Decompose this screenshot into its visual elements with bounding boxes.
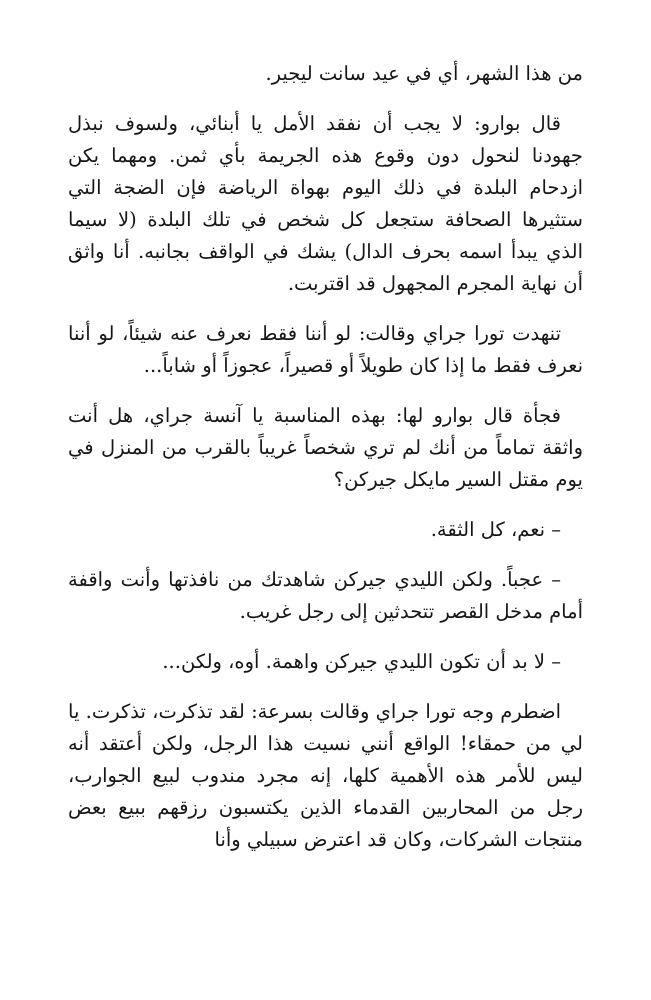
paragraph-6: – عجباً. ولكن الليدي جيركن شاهدتك من نافذتها وأنت واقفة أمام مدخل القصر تتحدثين إلى رجل غريب. <box>68 568 583 623</box>
paragraph-2: قال بوارو: لا يجب أن نفقد الأمل يا أبنائي، ولسوف نبذل جهودنا لنحول دون وقوع هذه الجريمة بأي ثمن. ومهما يكن ازدحام البلدة في ذلك اليوم بهواة الرياضة فإن الضجة التي ستثيرها الصحافة ستجعل كل شخص في تلك البلدة (لا سيما الذي يبدأ اسمه بحرف الدال) يشك في الواقف بجانبه. أنا واثق أن نهاية المجرم المجهول قد اقتربت. <box>68 112 583 295</box>
paragraph-5: – نعم، كل الثقة. <box>430 518 561 541</box>
paragraph-4: فجأة قال بوارو لها: بهذه المناسبة يا آنسة جراي، هل أنت واثقة تماماً من أنك لم تري شخصاً غريباً بالقرب من المنزل في يوم مقتل السير مايكل جيركن؟ <box>68 404 583 491</box>
paragraph-7: – لا بد أن تكون الليدي جيركن واهمة. أوه، ولكن... <box>162 650 561 673</box>
book-page <box>68 58 583 874</box>
paragraph-1: من هذا الشهر، أي في عيد سانت ليجير. <box>265 62 583 85</box>
paragraph-8: اضطرم وجه تورا جراي وقالت بسرعة: لقد تذكرت، تذكرت. يا لي من حمقاء! الواقع أنني نسيت هذا الرجل، ولكن أعتقد أنه ليس للأمر هذه الأهمية كلها، إنه مجرد مندوب لبيع الجوارب، رجل من المحاربين القدماء الذين يكتسبون رزقهم ببيع بعض منتجات الشركات، وكان قد اعترض سبيلي وأنا <box>68 700 583 851</box>
paragraph-3: تنهدت تورا جراي وقالت: لو أننا فقط نعرف عنه شيئاً، لو أننا نعرف فقط ما إذا كان طويلاً أو قصيراً، عجوزاً أو شاباً... <box>68 322 583 377</box>
